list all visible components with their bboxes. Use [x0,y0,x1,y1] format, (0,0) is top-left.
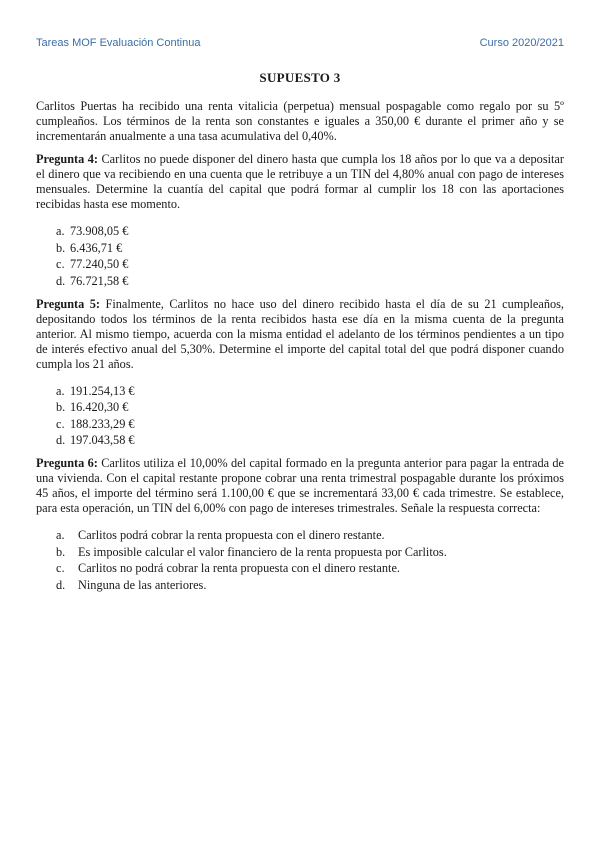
question-4-label: Pregunta 4: [36,152,98,166]
option-text: Ninguna de las anteriores. [78,577,207,592]
option-text: 197.043,58 € [70,433,135,447]
option-letter: a. [56,383,65,398]
option-letter: a. [56,528,65,542]
option-text: 16.420,30 € [70,400,129,414]
option-item [56,224,564,239]
question-5-options [36,384,564,449]
question-5-label: Pregunta 5: [36,296,100,311]
option-item [56,241,564,256]
option-text: 76.721,58 € [70,273,129,288]
option-text: 191.254,13 € [70,383,135,398]
option-letter: b. [56,400,66,414]
header-academic-year: Curso 2020/2021 [479,37,564,49]
question-4-options [36,224,564,289]
question-6-options [36,528,564,593]
option-letter: b. [56,544,66,559]
option-text: 6.436,71 € [70,240,123,255]
option-text: 188.233,29 € [70,416,135,431]
option-item [56,561,564,576]
question-6 [36,456,564,516]
question-4 [36,152,564,212]
option-letter: d. [56,577,66,592]
option-item [56,274,564,289]
option-text: 77.240,50 € [70,257,129,271]
option-letter: c. [56,416,65,431]
option-item [56,400,564,415]
document-body [36,70,564,594]
option-item [56,384,564,399]
header-course-title: Tareas MOF Evaluación Continua [36,37,201,49]
option-letter: d. [56,433,66,447]
option-item [56,545,564,560]
question-5 [36,297,564,372]
option-text: Es imposible calcular el valor financiero de la renta propuesta por Carlitos. [78,544,447,559]
intro-paragraph: Carlitos Puertas ha recibido una renta vitalicia (perpetua) mensual pospagable como regalo por su 5º cumpleaños. Los términos de la renta son constantes e iguales a 350,00 € durante el primer año y se incrementarán anualmente a una tasa acumulativa del 0,40%. [36,99,564,143]
option-letter: a. [56,224,65,238]
option-item [56,528,564,543]
section-title: SUPUESTO 3 [259,70,341,85]
option-item [56,578,564,593]
option-text: Carlitos podrá cobrar la renta propuesta con el dinero restante. [78,528,385,542]
question-6-label: Pregunta 6: [36,456,98,470]
question-5-text: Finalmente, Carlitos no hace uso del dinero recibido hasta el día de su 21 cumpleaños, depositando todos los términos de la renta recibidos hasta ese día en la misma cuenta de la pregunta anterior. Al mismo tiempo, acuerda con la misma entidad el adelanto de los términos pendientes a un tipo de interés efectivo anual del 5,30%. Determine el importe del capital total del que podrá disponer cuando cumpla los 21 años. [36,296,564,371]
option-item [56,417,564,432]
option-letter: c. [56,561,65,575]
option-text: Carlitos no podrá cobrar la renta propuesta con el dinero restante. [78,561,400,575]
option-text: 73.908,05 € [70,224,129,238]
option-item [56,433,564,448]
option-letter: c. [56,257,65,271]
question-4-text: Carlitos no puede disponer del dinero hasta que cumpla los 18 años por lo que va a depositar el dinero que va recibiendo en una cuenta que le retribuye a un TIN del 4,80% anual con pago de intereses mensuales. Determine la cuantía del capital que podrá formar al cumplir los 18 con las aportaciones recibidas hasta ese momento. [36,152,564,211]
option-letter: b. [56,240,66,255]
page-header [36,37,564,49]
question-6-text: Carlitos utiliza el 10,00% del capital formado en la pregunta anterior para pagar la entrada de una vivienda. Con el capital restante propone cobrar una renta trimestral pospagable durante los próximos 45 años, el importe del término será 1.100,00 € que se incrementará 33,00 € cada trimestre. Se establece, para esta operación, un TIN del 6,00% con pago de intereses trimestrales. Señale la respuesta correcta: [36,456,564,515]
option-letter: d. [56,273,66,288]
option-item [56,257,564,272]
